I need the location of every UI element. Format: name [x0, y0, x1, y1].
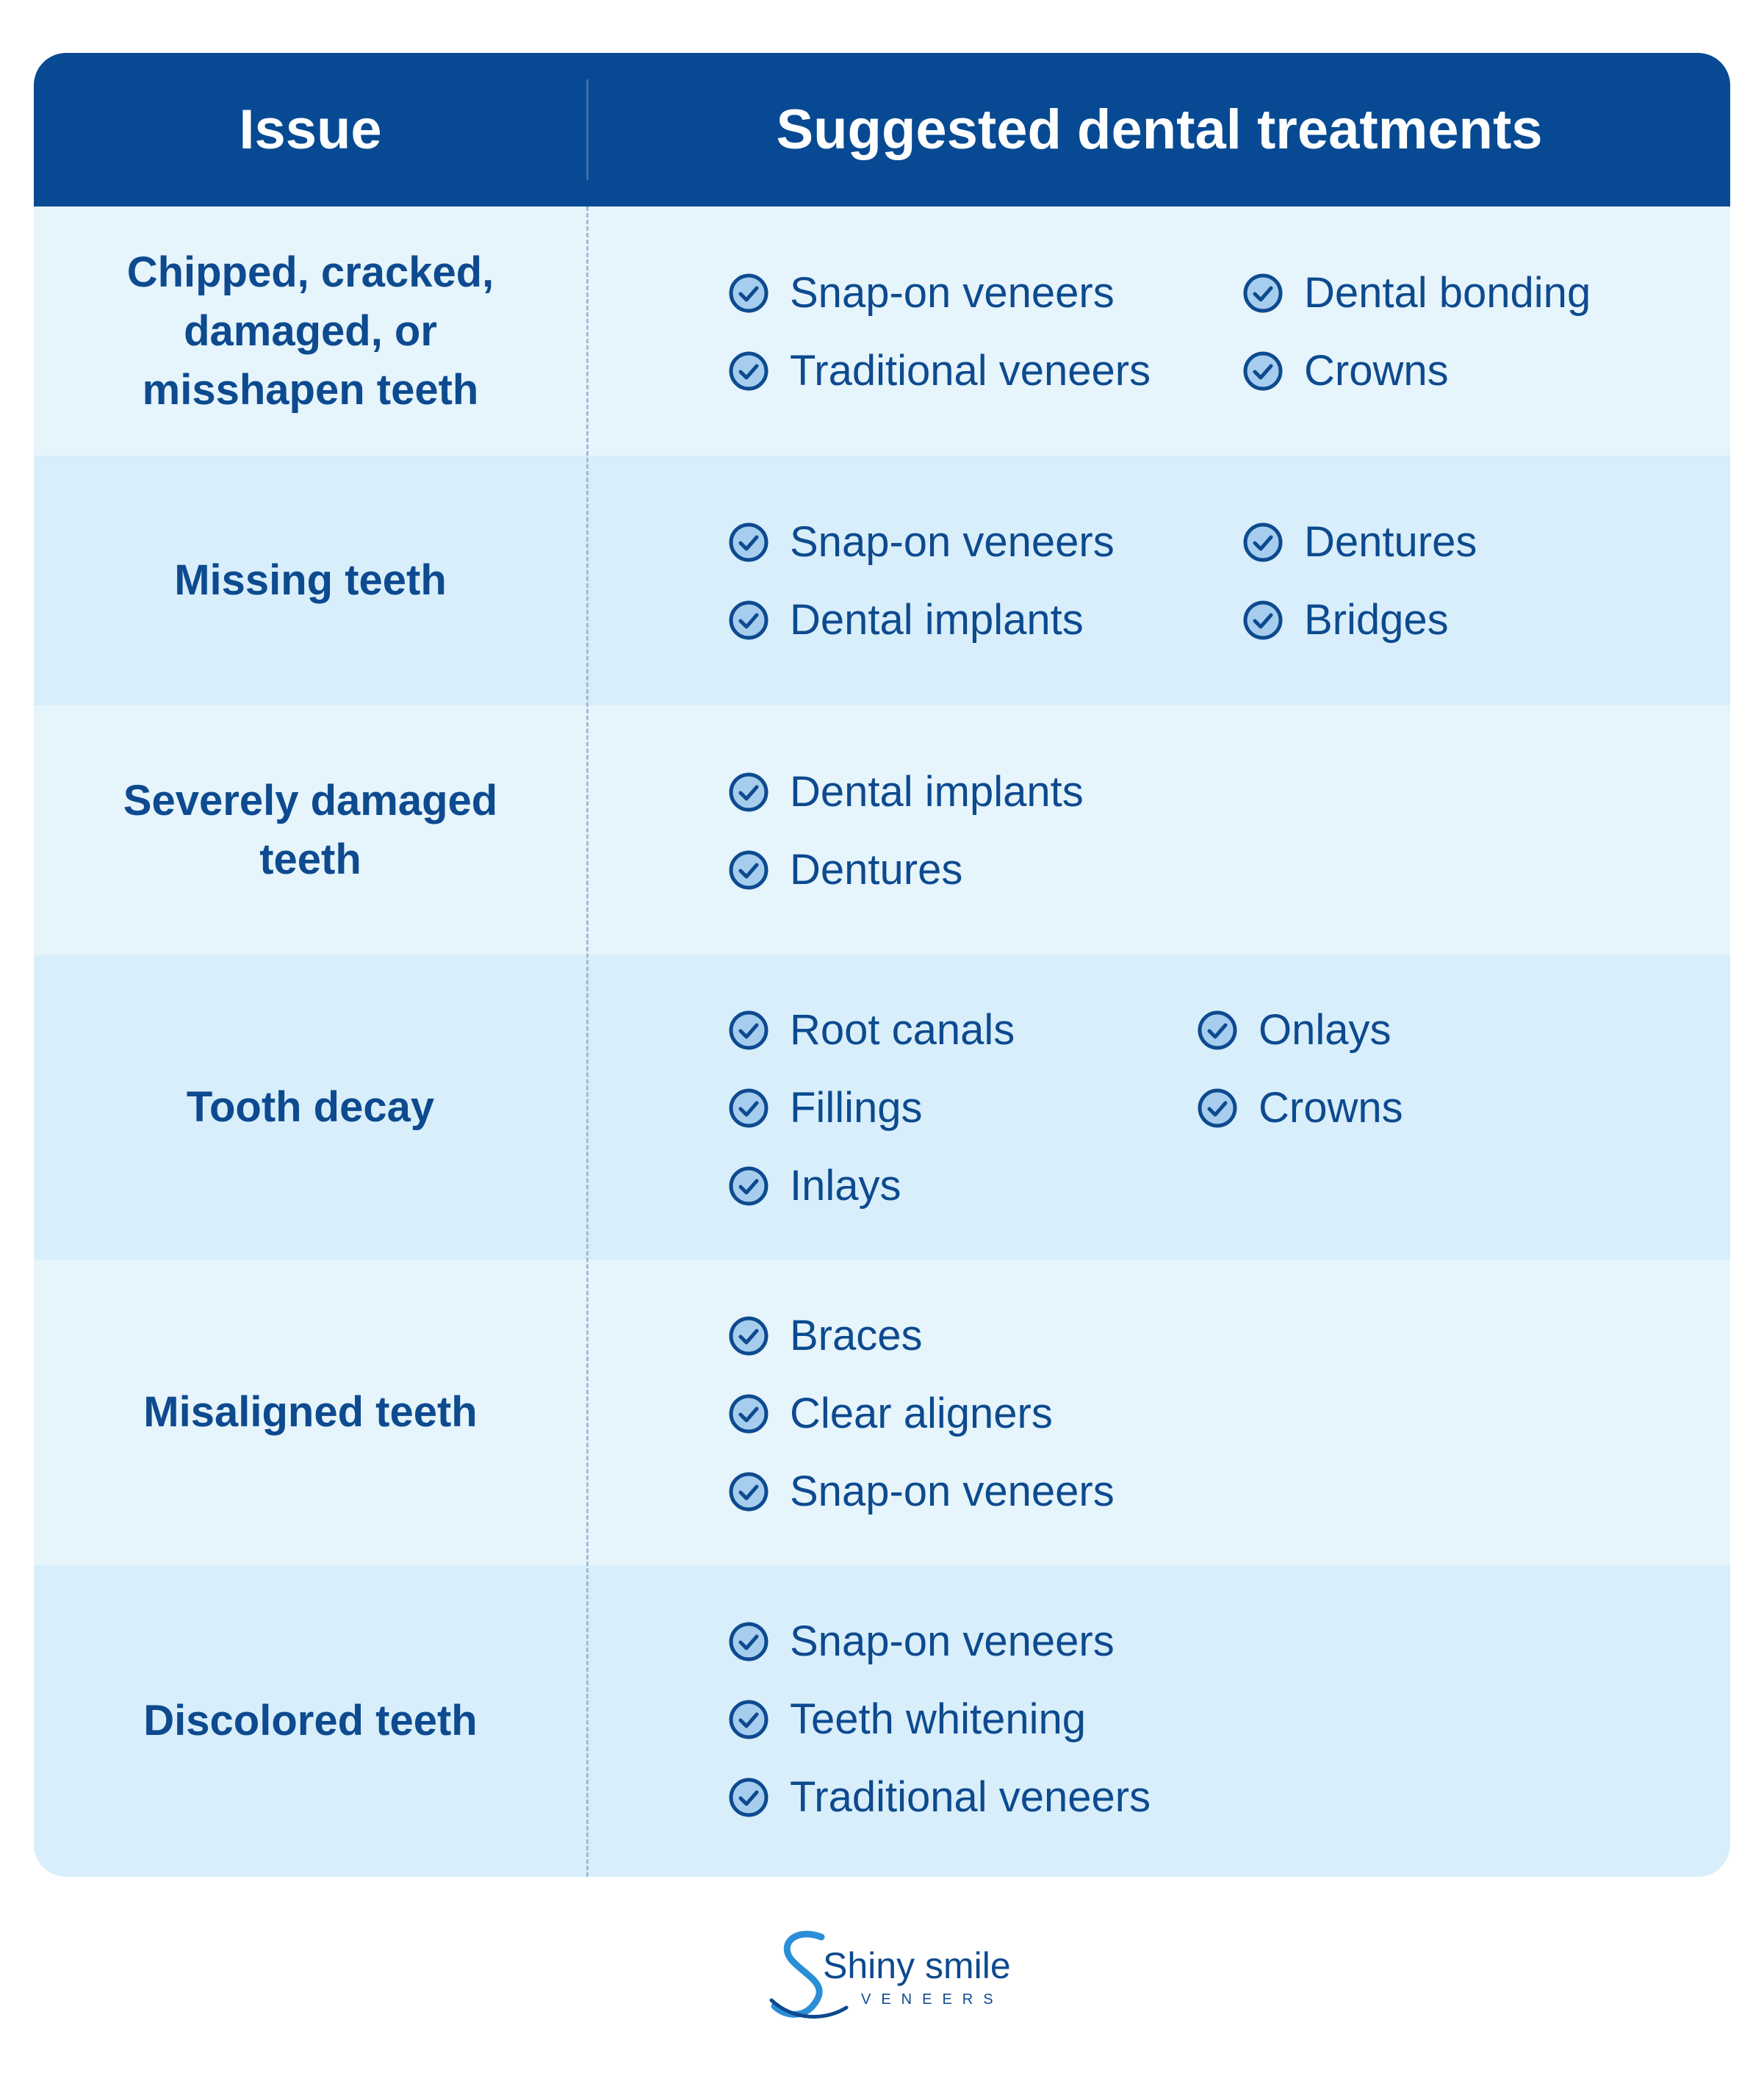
- table-row: [34, 456, 1730, 705]
- check-circle-icon: [728, 1621, 769, 1662]
- treatment-item: Onlays: [1197, 1005, 1392, 1054]
- column-divider: [586, 206, 588, 1877]
- issue-label: Misaligned teeth: [143, 1388, 478, 1436]
- treatment-item: Braces: [728, 1311, 923, 1360]
- check-circle-icon: [728, 1010, 769, 1051]
- treatments-column-header: Suggested dental treatments: [776, 98, 1543, 161]
- treatments-table: [34, 53, 1730, 1877]
- check-circle-icon: [728, 522, 769, 563]
- table-row: [34, 1565, 1730, 1877]
- treatment-item: Snap-on veneers: [728, 268, 1115, 317]
- table-header: [34, 53, 1730, 206]
- check-circle-icon: [728, 1699, 769, 1740]
- treatment-item: Dental implants: [728, 595, 1084, 644]
- treatment-item: Snap-on veneers: [728, 517, 1115, 567]
- table-row: [34, 705, 1730, 955]
- issue-label: Severely damaged teeth: [123, 777, 498, 883]
- brand-tagline: VENEERS: [861, 1991, 1004, 2008]
- check-circle-icon: [1242, 273, 1284, 314]
- table-row: [34, 1260, 1730, 1565]
- treatment-item: Bridges: [1242, 595, 1449, 644]
- check-circle-icon: [728, 600, 769, 641]
- check-circle-icon: [728, 849, 769, 891]
- check-circle-icon: [728, 1471, 769, 1512]
- treatment-item: Dentures: [1242, 517, 1477, 567]
- treatment-item: Dental implants: [728, 767, 1084, 816]
- treatment-item: Crowns: [1197, 1083, 1403, 1132]
- treatment-item: Dental bonding: [1242, 268, 1591, 317]
- treatment-item: Fillings: [728, 1083, 923, 1132]
- check-circle-icon: [1197, 1088, 1238, 1129]
- check-circle-icon: [728, 1165, 769, 1207]
- check-circle-icon: [1242, 522, 1284, 563]
- treatment-item: Snap-on veneers: [728, 1467, 1115, 1516]
- treatment-item: Snap-on veneers: [728, 1617, 1115, 1666]
- check-circle-icon: [1197, 1010, 1238, 1051]
- treatment-item: Traditional veneers: [728, 346, 1151, 395]
- issue-label: Missing teeth: [174, 556, 447, 604]
- treatment-item: Crowns: [1242, 346, 1449, 395]
- check-circle-icon: [728, 273, 769, 314]
- check-circle-icon: [728, 351, 769, 392]
- treatment-item: Dentures: [728, 845, 962, 894]
- issue-label: Tooth decay: [186, 1083, 435, 1131]
- treatment-item: Inlays: [728, 1161, 901, 1210]
- issue-label: Discolored teeth: [143, 1697, 478, 1745]
- check-circle-icon: [1242, 600, 1284, 641]
- brand-name: Shiny smile: [823, 1945, 1011, 1986]
- check-circle-icon: [728, 772, 769, 813]
- check-circle-icon: [728, 1315, 769, 1357]
- check-circle-icon: [728, 1393, 769, 1434]
- table-row: [34, 955, 1730, 1260]
- table-row: [34, 206, 1730, 456]
- treatment-item: Teeth whitening: [728, 1695, 1086, 1744]
- treatment-item: Clear aligners: [728, 1389, 1053, 1438]
- issue-column-header: Issue: [239, 98, 382, 161]
- check-circle-icon: [728, 1777, 769, 1818]
- treatment-item: Traditional veneers: [728, 1772, 1151, 1822]
- check-circle-icon: [1242, 351, 1284, 392]
- check-circle-icon: [728, 1088, 769, 1129]
- treatment-item: Root canals: [728, 1005, 1015, 1054]
- brand-logo: [764, 1924, 1011, 2027]
- issue-label: Chipped, cracked, damaged, or misshapen teeth: [126, 248, 494, 414]
